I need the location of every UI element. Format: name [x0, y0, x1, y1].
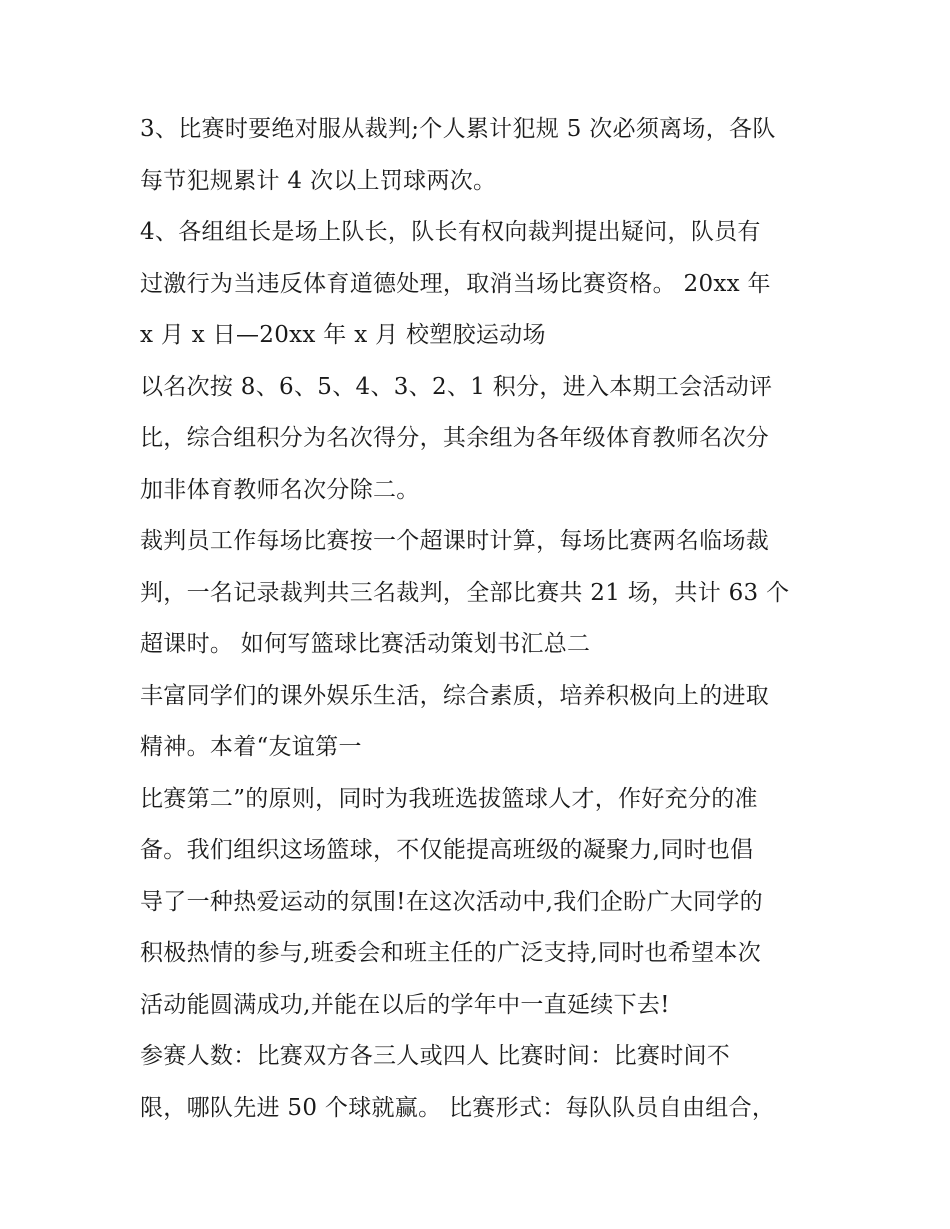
- text-line: 3、比赛时要绝对服从裁判;个人累计犯规 5 次必须离场，各队: [140, 116, 776, 142]
- text-line: 比，综合组积分为名次得分，其余组为各年级体育教师名次分: [140, 425, 770, 451]
- text-line: 4、各组组长是场上队长，队长有权向裁判提出疑问，队员有: [140, 219, 761, 245]
- text-line: 活动能圆满成功,并能在以后的学年中一直延续下去!: [140, 991, 670, 1018]
- text-line: 以名次按 8、6、5、4、3、2、1 积分，进入本期工会活动评: [140, 373, 773, 400]
- text-line: 备。我们组织这场篮球，不仅能提高班级的凝聚力,同时也倡: [140, 837, 754, 863]
- text-line: 积极热情的参与,班委会和班主任的广泛支持,同时也希望本次: [140, 940, 762, 966]
- text-line: 加非体育教师名次分除二。: [140, 476, 420, 503]
- document-body: [140, 104, 830, 1134]
- text-line: 丰富同学们的课外娱乐生活，综合素质，培养积极向上的进取: [140, 682, 770, 709]
- text-line: 精神。本着“友谊第一: [140, 734, 362, 760]
- text-line: 裁判员工作每场比赛按一个超课时计算，每场比赛两名临场裁: [140, 528, 770, 554]
- text-line: 比赛第二”的原则，同时为我班选拔篮球人才，作好充分的准: [140, 785, 758, 812]
- text-line: x 月 x 日—20xx 年 x 月 校塑胶运动场: [140, 322, 546, 348]
- text-line: 超课时。 如何写篮球比赛活动策划书汇总二: [140, 631, 591, 657]
- text-line: 判，一名记录裁判共三名裁判，全部比赛共 21 场，共计 63 个: [140, 579, 790, 606]
- text-line: 导了一种热爱运动的氛围!在这次活动中,我们企盼广大同学的: [140, 888, 763, 915]
- text-line: 参赛人数：比赛双方各三人或四人 比赛时间：比赛时间不: [140, 1043, 731, 1069]
- text-line: 过激行为当违反体育道德处理，取消当场比赛资格。 20xx 年: [140, 270, 771, 297]
- text-line: 每节犯规累计 4 次以上罚球两次。: [140, 167, 497, 194]
- text-line: 限，哪队先进 50 个球就赢。 比赛形式：每队队员自由组合，: [140, 1094, 776, 1121]
